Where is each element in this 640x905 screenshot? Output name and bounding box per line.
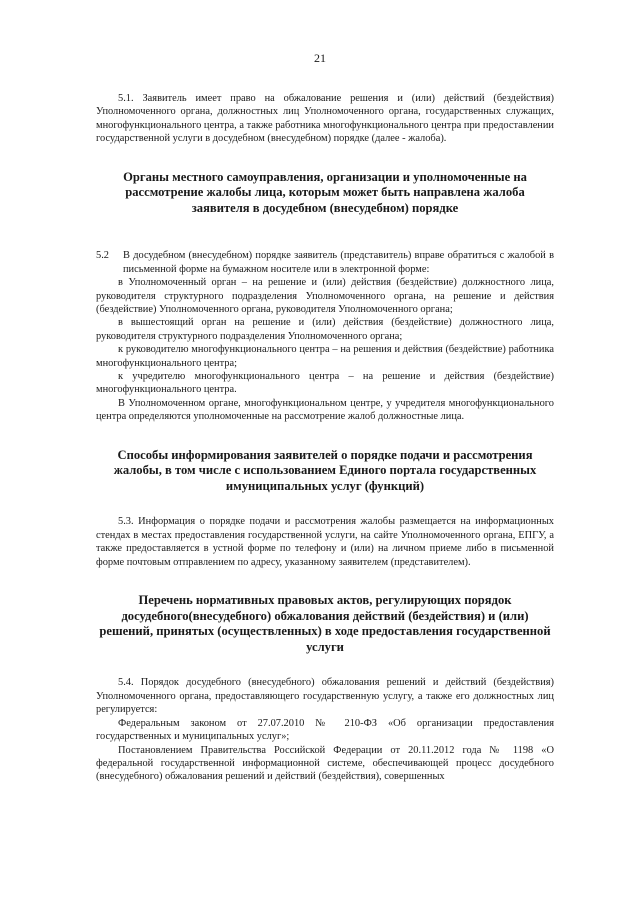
paragraph-5-2-number: 5.2 <box>96 250 109 262</box>
paragraph-5-4: 5.4. Порядок досудебного (внесудебного) обжалования решений и действий (бездействия) Уполномоченного органа, предоставляющего государственную услугу, а также его должностных лиц регулируется: <box>96 677 554 716</box>
paragraph-5-2-item-authority: в Уполномоченный орган – на решение и (или) действия (бездействие) должностного лица, руководителя структурного подразделения Уполномоченного органа, на решение и действия (бездействие) Уполномоченного органа, руководителя Уполномоченного органа; <box>96 277 554 316</box>
paragraph-5-2-item-mfc-founder: к учредителю многофункционального центра – на решение и действия (бездействие) многофункционального центра. <box>96 371 554 396</box>
paragraph-5-1: 5.1. Заявитель имеет право на обжалование решения и (или) действий (бездействия) Уполномоченного органа, должностных лиц Уполномоченного органа, государственных служащих, многофункционального центра, а также работника многофункционального центра при предоставлении государственной услуги в досудебном (внесудебном) порядке (далее - жалоба). <box>96 93 554 145</box>
paragraph-5-4-government-decree: Постановлением Правительства Российской Федерации от 20.11.2012 года № 1198 «О федеральной государственной информационной системе, обеспечивающей процесс досудебного (внесудебного) обжалования решений и действий (бездействия), совершенных <box>96 744 554 783</box>
section-heading-informing: Способы информирования заявителей о порядке подачи и рассмотрения жалобы, в том числе с использованием Единого портала государственных имуниципальных услуг (функций) <box>113 447 537 493</box>
paragraph-5-3: 5.3. Информация о порядке подачи и рассмотрения жалобы размещается на информационных стендах в местах предоставления государственной услуги, на сайте Уполномоченного органа, ЕПГУ, а также предоставляется в устной форме по телефону и (или) на личном приеме либо в письменной форме почтовым отправлением по адресу, указанному заявителем (представителем). <box>96 516 554 568</box>
page-content <box>96 92 554 784</box>
section-heading-complaint-bodies: Органы местного самоуправления, организации и уполномоченные на рассмотрение жалобы лица, которым может быть направлена жалоба заявителя в досудебном (внесудебном) порядке <box>123 169 527 215</box>
section-heading-legal-acts: Перечень нормативных правовых актов, регулирующих порядок досудебного(внесудебного) обжалования действий (бездействия) и (или) решений, принятых (осуществленных) в ходе предоставления государственной услуги <box>99 593 551 654</box>
paragraph-5-2-item-mfc-head: к руководителю многофункционального центра – на решения и действия (бездействие) работника многофункционального центра; <box>96 344 554 369</box>
page-number: 21 <box>314 51 326 65</box>
paragraph-5-2-item-superior: в вышестоящий орган на решение и (или) действия (бездействие) должностного лица, руководителя структурного подразделения Уполномоченного органа; <box>96 317 554 342</box>
paragraph-5-2-item-officials: В Уполномоченном органе, многофункциональном центре, у учредителя многофункционального центра определяются уполномоченные на рассмотрение жалоб должностные лица. <box>96 397 554 423</box>
paragraph-5-4-federal-law: Федеральным законом от 27.07.2010 № 210-ФЗ «Об организации предоставления государственных и муниципальных услуг»; <box>96 717 554 743</box>
paragraph-5-2 <box>96 249 554 276</box>
paragraph-5-2-text: В досудебном (внесудебном) порядке заявитель (представитель) вправе обратиться с жалобой в письменной форме на бумажном носителе или в электронной форме: <box>123 250 554 275</box>
